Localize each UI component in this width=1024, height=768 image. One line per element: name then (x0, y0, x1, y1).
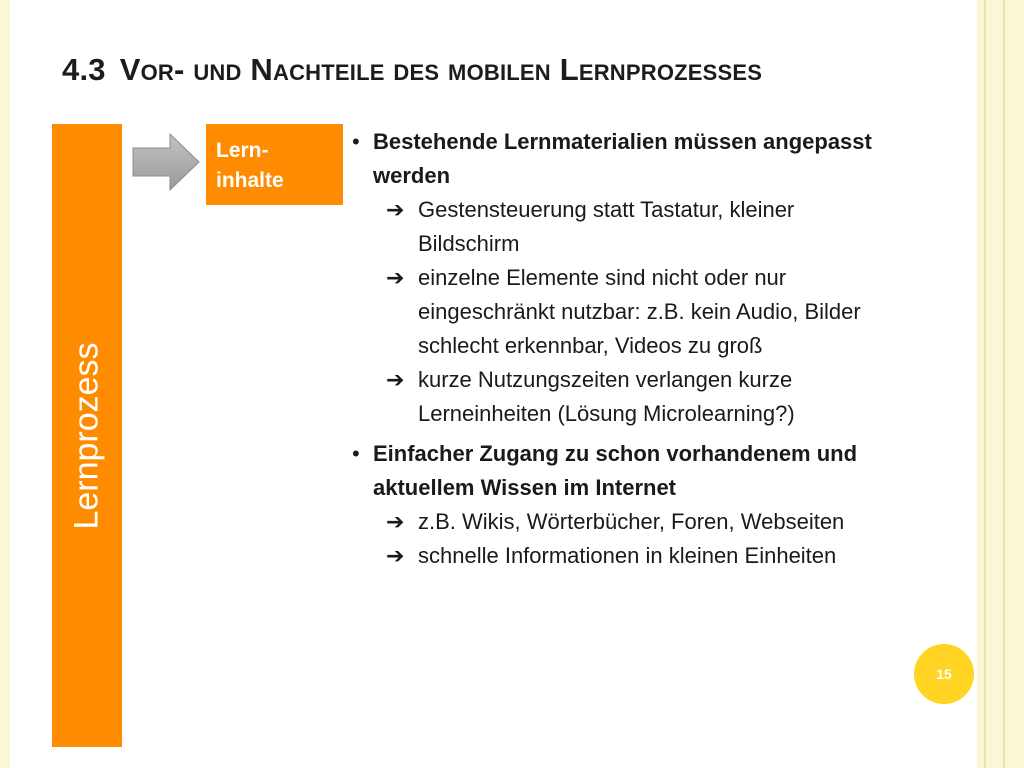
sub-line: eingeschränkt nutzbar: z.B. kein Audio, Bilder (418, 299, 861, 324)
right-edge-line (1003, 0, 1005, 768)
tag-line: inhalte (216, 169, 284, 192)
sub-line: z.B. Wikis, Wörterbücher, Foren, Webseiten (418, 509, 845, 534)
title-number: 4.3 (62, 52, 106, 87)
left-edge-band (0, 0, 10, 768)
bullet-item (352, 125, 962, 193)
bullet-line: werden (373, 163, 451, 188)
arrow-icon: ➔ (386, 265, 405, 290)
sub-item (352, 261, 962, 363)
right-edge-line (984, 0, 986, 768)
arrow-icon: ➔ (386, 367, 405, 392)
sub-item (352, 505, 962, 539)
sub-line: kurze Nutzungszeiten verlangen kurze (418, 367, 793, 392)
bullet-item (352, 437, 962, 505)
right-arrow-icon (130, 131, 202, 193)
arrow-icon: ➔ (386, 197, 405, 222)
sub-line: Gestensteuerung statt Tastatur, kleiner (418, 197, 795, 222)
title-text: Vor- und Nachteile des mobilen Lernprozesses (119, 52, 763, 87)
sub-item (352, 539, 962, 573)
bullet-dot-icon: • (352, 441, 360, 466)
sub-line: schlecht erkennbar, Videos zu groß (418, 333, 763, 358)
sub-line: Lerneinheiten (Lösung Microlearning?) (418, 401, 795, 426)
tag-line: Lern- (216, 139, 269, 162)
bullet-line: aktuellem Wissen im Internet (373, 475, 677, 500)
bullet-line: Bestehende Lernmaterialien müssen angepasst (373, 129, 872, 154)
bullet-dot-icon: • (352, 129, 360, 154)
lerninhalte-box (206, 124, 343, 205)
content-list (352, 125, 962, 573)
page-number-badge: 15 (914, 644, 974, 704)
slide-title (62, 52, 762, 88)
sub-line: schnelle Informationen in kleinen Einheiten (418, 543, 837, 568)
sub-line: einzelne Elemente sind nicht oder nur (418, 265, 787, 290)
arrow-icon: ➔ (386, 543, 405, 568)
sub-item (352, 193, 962, 261)
sub-item (352, 363, 962, 431)
lernprozess-label: Lernprozess (67, 342, 106, 530)
sub-line: Bildschirm (418, 231, 520, 256)
arrow-icon: ➔ (386, 509, 405, 534)
bullet-line: Einfacher Zugang zu schon vorhandenem und (373, 441, 858, 466)
